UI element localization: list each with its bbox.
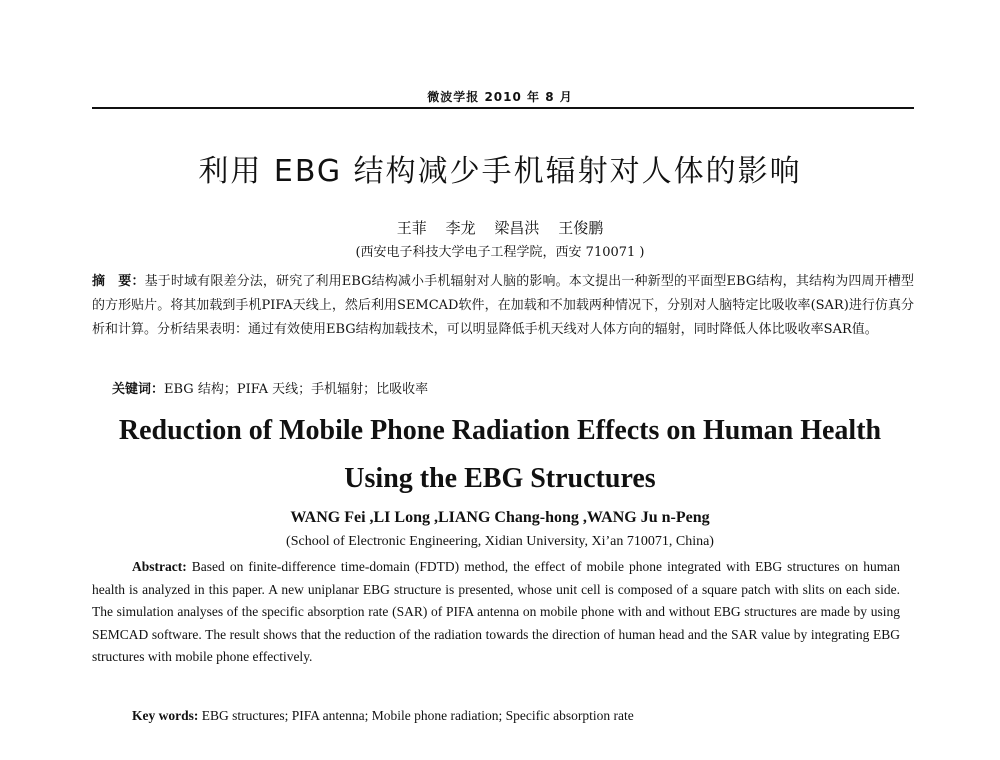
english-keywords-text: EBG structures; PIFA antenna; Mobile phone radiation; Specific absorption rate bbox=[201, 708, 634, 723]
author: 王俊鹏 bbox=[558, 219, 604, 237]
english-affiliation: (School of Electronic Engineering, Xidian University, Xi’an 710071, China) bbox=[286, 534, 714, 549]
english-keywords bbox=[132, 708, 912, 724]
chinese-authors bbox=[0, 217, 1000, 238]
chinese-abstract-text: 基于时域有限差分法，研究了利用EBG结构减小手机辐射对人脑的影响。本文提出一种新型的平面型EBG结构，其结构为四周开槽型的方形贴片。将其加载到手机PIFA天线上，然后利用SEMCAD软件，在加载和不加载两种情况下，分别对人脑特定比吸收率(SAR)进行仿真分析和计算。分析结果表明：通过有效使用EBG结构加载技术，可以明显降低手机天线对人体方向的辐射，同时降低人体比吸收率SAR值。 bbox=[92, 274, 914, 337]
english-abstract-label: Abstract: bbox=[132, 559, 187, 574]
chinese-abstract bbox=[92, 270, 914, 342]
english-abstract-text: Based on finite-difference time-domain (FDTD) method, the effect of mobile phone integrated with EBG structures on human health is analyzed in this paper. A new uniplanar EBG structure is presented, whose unit cell is composed of a square patch with slits on each side. The simulation analyses of the specific absorption rate (SAR) of PIFA antenna on mobile phone with and without EBG structures are made by using SEMCAD software. The result shows that the reduction of the radiation towards the direction of human head and the SAR value by integrating EBG structures with mobile phone effectively. bbox=[92, 559, 901, 665]
running-head: 微波学报 2010 年 8 月 bbox=[427, 90, 573, 104]
author: 王菲 bbox=[396, 219, 427, 237]
chinese-title: 利用 EBG 结构减少手机辐射对人体的影响 bbox=[198, 154, 802, 189]
chinese-keywords-label: 关键词： bbox=[112, 382, 165, 397]
english-authors: WANG Fei ,LI Long ,LIANG Chang-hong ,WANG Ju n-Peng bbox=[290, 509, 710, 526]
english-abstract bbox=[92, 556, 900, 669]
author: 梁昌洪 bbox=[494, 219, 540, 237]
chinese-keywords bbox=[112, 380, 912, 400]
english-title-line-2: Using the EBG Structures bbox=[344, 463, 656, 494]
chinese-keywords-text: EBG 结构；PIFA 天线；手机辐射；比吸收率 bbox=[164, 382, 429, 397]
chinese-abstract-label: 摘 要： bbox=[92, 274, 145, 289]
author: 李龙 bbox=[445, 219, 476, 237]
english-keywords-label: Key words: bbox=[132, 708, 199, 723]
english-title-line-1: Reduction of Mobile Phone Radiation Effects on Human Health bbox=[118, 415, 882, 446]
chinese-affiliation: (西安电子科技大学电子工程学院，西安 710071 ) bbox=[355, 245, 645, 260]
header-rule bbox=[92, 107, 914, 109]
